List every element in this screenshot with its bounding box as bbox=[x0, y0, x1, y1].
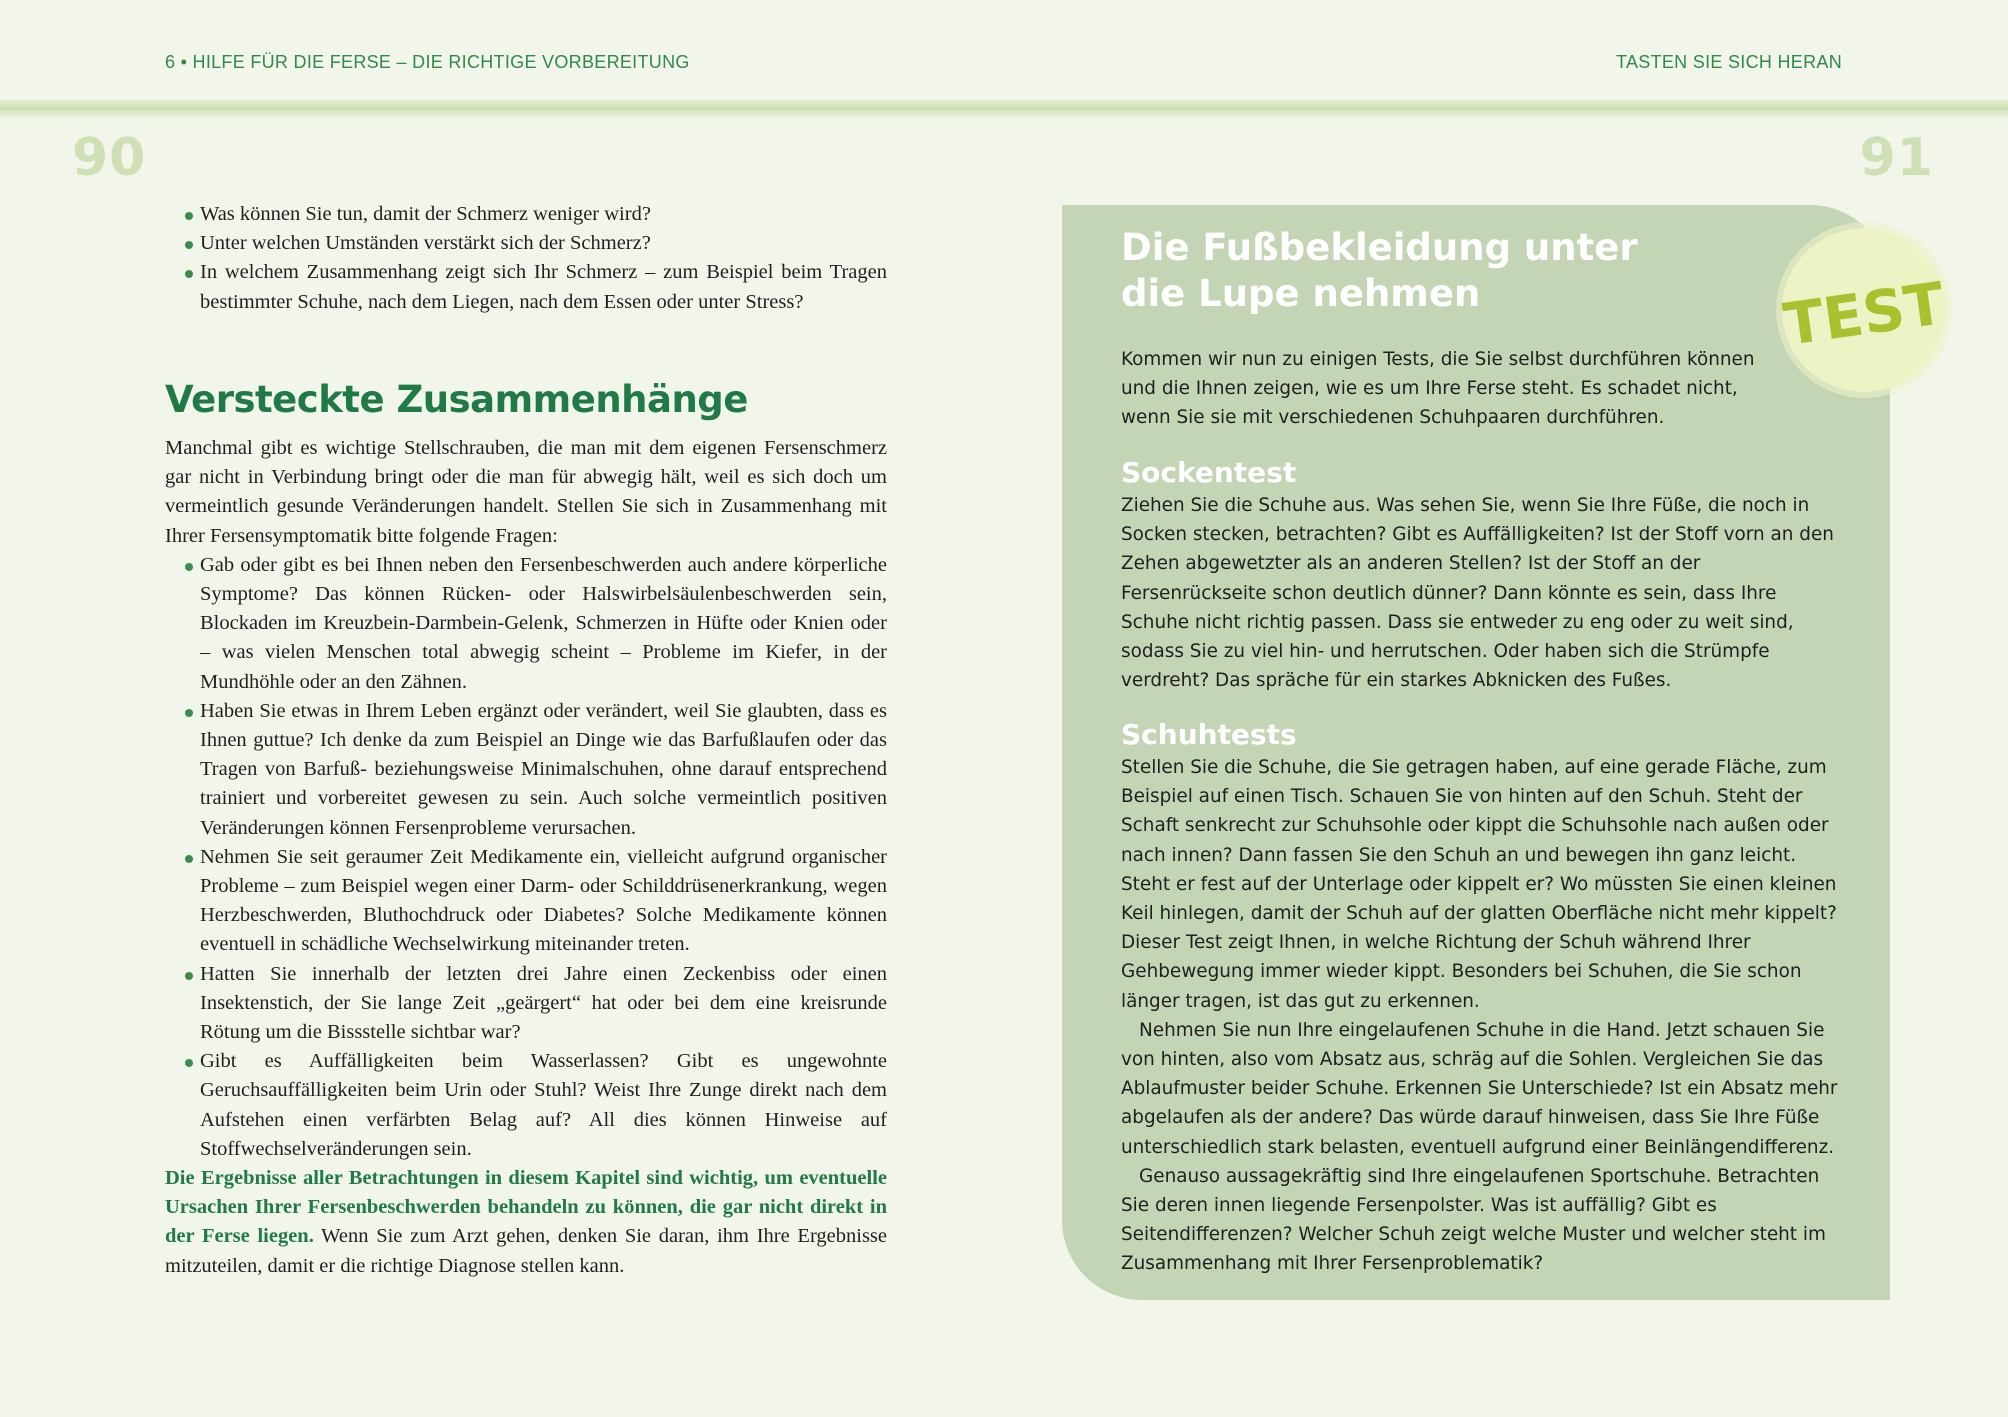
body-text bbox=[165, 434, 887, 1281]
sock-test-text: Ziehen Sie die Schuhe aus. Was sehen Sie, wenn Sie Ihre Füße, die noch in Socken stecken, betrachten? Gibt es Auffälligkeiten? Ist der Stoff vorn an den Zehen abgewetzter als an anderen Stellen? Ist der Stoff an der Fersenrückseite schon deutlich dünner? Dann könnte es sein, dass Ihre Schuhe nicht richtig passen. Dass sie entweder zu eng oder zu weit sind, sodass Sie zu viel hin- und herrutschen. Oder haben sich die Strümpfe verdreht? Das spräche für ein starkes Abknicken des Fußes. bbox=[1121, 495, 1834, 692]
test-badge bbox=[1779, 228, 1949, 392]
list-item: Was können Sie tun, damit der Schmerz weniger wird? bbox=[165, 200, 887, 229]
box-intro: Kommen wir nun zu einigen Tests, die Sie selbst durchführen können und die Ihnen zeigen, wie es um Ihre Ferse steht. Es schadet nicht, wenn Sie sie mit verschiedenen Schuhpaaren durchführen. bbox=[1121, 349, 1755, 429]
list-item: Haben Sie etwas in Ihrem Leben ergänzt oder verändert, weil Sie glaubten, dass es Ihnen guttue? Ich denke da zum Beispiel an Dinge wie das Barfußlaufen oder das Tragen von Barfuß- beziehungsweise Minimalschuhen, ohne darauf entsprechend trainiert und vorbereitet gewesen zu sein. Auch solche vermeintlich positiven Veränderungen können Fersenprobleme verursachen. bbox=[165, 697, 887, 843]
page-number-left: 90 bbox=[72, 128, 147, 188]
shoe-test-paragraph: Nehmen Sie nun Ihre eingelaufenen Schuhe in die Hand. Jetzt schauen Sie von hinten, also vom Absatz aus, schräg auf die Sohlen. Vergleichen Sie das Ablaufmuster beider Schuhe. Erkennen Sie Unterschiede? Ist ein Absatz mehr abgelaufen als der andere? Das würde darauf hinweisen, dass Sie Ihre Füße unterschiedlich stark belasten, eventuell aufgrund einer Beinlängendifferenz. bbox=[1121, 1019, 1838, 1158]
shoe-test-paragraph: Stellen Sie die Schuhe, die Sie getragen haben, auf eine gerade Fläche, zum Beispiel auf einen Tisch. Schauen Sie von hinten auf den Schuh. Steht der Schaft senkrecht zur Schuhsohle oder kippt die Schuhsohle nach außen oder nach innen? Dann fassen Sie den Schuh an und bewegen ihn ganz leicht. Steht er fest auf der Unterlage oder kippelt er? Wo müssten Sie einen kleinen Keil hinlegen, damit der Schuh auf der glatten Oberfläche nicht mehr kippelt? Dieser Test zeigt Ihnen, in welche Richtung der Schuh während Ihrer Gehbewegung immer wieder kippt. Besonders bei Schuhen, die Sie schon länger tragen, ist das gut zu erkennen. bbox=[1121, 757, 1837, 1012]
page-number-right: 91 bbox=[1859, 128, 1934, 188]
box-title: Die Fußbekleidung unter die Lupe nehmen bbox=[1121, 226, 1638, 315]
running-head-left: 6 • HILFE FÜR DIE FERSE – DIE RICHTIGE VORBEREITUNG bbox=[165, 52, 690, 72]
list-item: In welchem Zusammenhang zeigt sich Ihr Schmerz – zum Beispiel beim Tragen bestimmter Schuhe, nach dem Liegen, nach dem Essen oder unter Stress? bbox=[165, 258, 887, 316]
shoe-test-text bbox=[1121, 753, 1841, 1279]
sock-test-heading: Sockentest bbox=[1121, 456, 1297, 489]
shoe-test-heading: Schuhtests bbox=[1121, 718, 1297, 751]
shoe-test-paragraph: Genauso aussagekräftig sind Ihre eingelaufenen Sportschuhe. Betrachten Sie deren innen liegende Fersenpolster. Was ist auffällig? Gibt es Seitendifferenzen? Welcher Schuh zeigt welche Muster und welcher steht im Zusammenhang mit Ihrer Fersenproblematik? bbox=[1121, 1165, 1826, 1275]
running-head-right: TASTEN SIE SICH HERAN bbox=[1616, 52, 1842, 72]
closing-highlight: Die Ergebnisse aller Betrachtungen in diesem Kapitel sind wichtig, um eventuelle Ursachen Ihrer Fersenbeschwerden behandeln zu können, die gar nicht direkt in der Ferse liegen. bbox=[165, 1167, 887, 1248]
list-item: Unter welchen Umständen verstärkt sich der Schmerz? bbox=[165, 229, 887, 258]
closing-text: Wenn Sie zum Arzt gehen, denken Sie daran, ihm Ihre Ergebnisse mitzuteilen, damit er die richtige Diagnose stellen kann. bbox=[165, 1225, 888, 1277]
closing-paragraph bbox=[165, 1164, 887, 1281]
question-list bbox=[165, 200, 887, 317]
list-item: Gab oder gibt es bei Ihnen neben den Fersenbeschwerden auch andere körperliche Symptome? Das können Rücken- oder Halswirbelsäulenbeschwerden sein, Blockaden im Kreuzbein-Darmbein-Gelenk, Schmerzen in Hüfte oder Knien oder – was vielen Menschen total abwegig scheint – Probleme im Kiefer, in der Mundhöhle oder an den Zähnen. bbox=[165, 551, 887, 697]
list-item: Nehmen Sie seit geraumer Zeit Medikamente ein, vielleicht aufgrund organischer Probleme – zum Beispiel wegen einer Darm- oder Schilddrüsenerkrankung, wegen Herzbeschwerden, Bluthochdruck oder Diabetes? Solche Medikamente können eventuell in schädliche Wechselwirkung miteinander treten. bbox=[165, 843, 887, 960]
test-badge-label: TEST bbox=[1779, 269, 1949, 359]
list-item: Gibt es Auffälligkeiten beim Wasserlassen? Gibt es ungewohnte Geruchsauffälligkeiten beim Urin oder Stuhl? Weist Ihre Zunge direkt nach dem Aufstehen einen verfärbten Belag auf? All dies können Hinweise auf Stoffwechselveränderungen sein. bbox=[165, 1047, 887, 1164]
section-heading: Versteckte Zusammenhänge bbox=[165, 378, 748, 421]
list-item: Hatten Sie innerhalb der letzten drei Jahre einen Zeckenbiss oder einen Insektenstich, der Sie lange Zeit „geärgert“ hat oder bei dem eine kreisrunde Rötung um die Bissstelle sichtbar war? bbox=[165, 960, 887, 1048]
header-divider bbox=[0, 100, 2008, 118]
hidden-links-list bbox=[165, 551, 887, 1164]
intro-paragraph: Manchmal gibt es wichtige Stellschrauben, die man mit dem eigenen Fersenschmerz gar nicht in Verbindung bringt oder die man für abwegig hält, weil es sich doch um vermeintlich gesunde Veränderungen handelt. Stellen Sie sich in Zusammenhang mit Ihrer Fersensymptomatik bitte folgende Fragen: bbox=[165, 437, 887, 547]
